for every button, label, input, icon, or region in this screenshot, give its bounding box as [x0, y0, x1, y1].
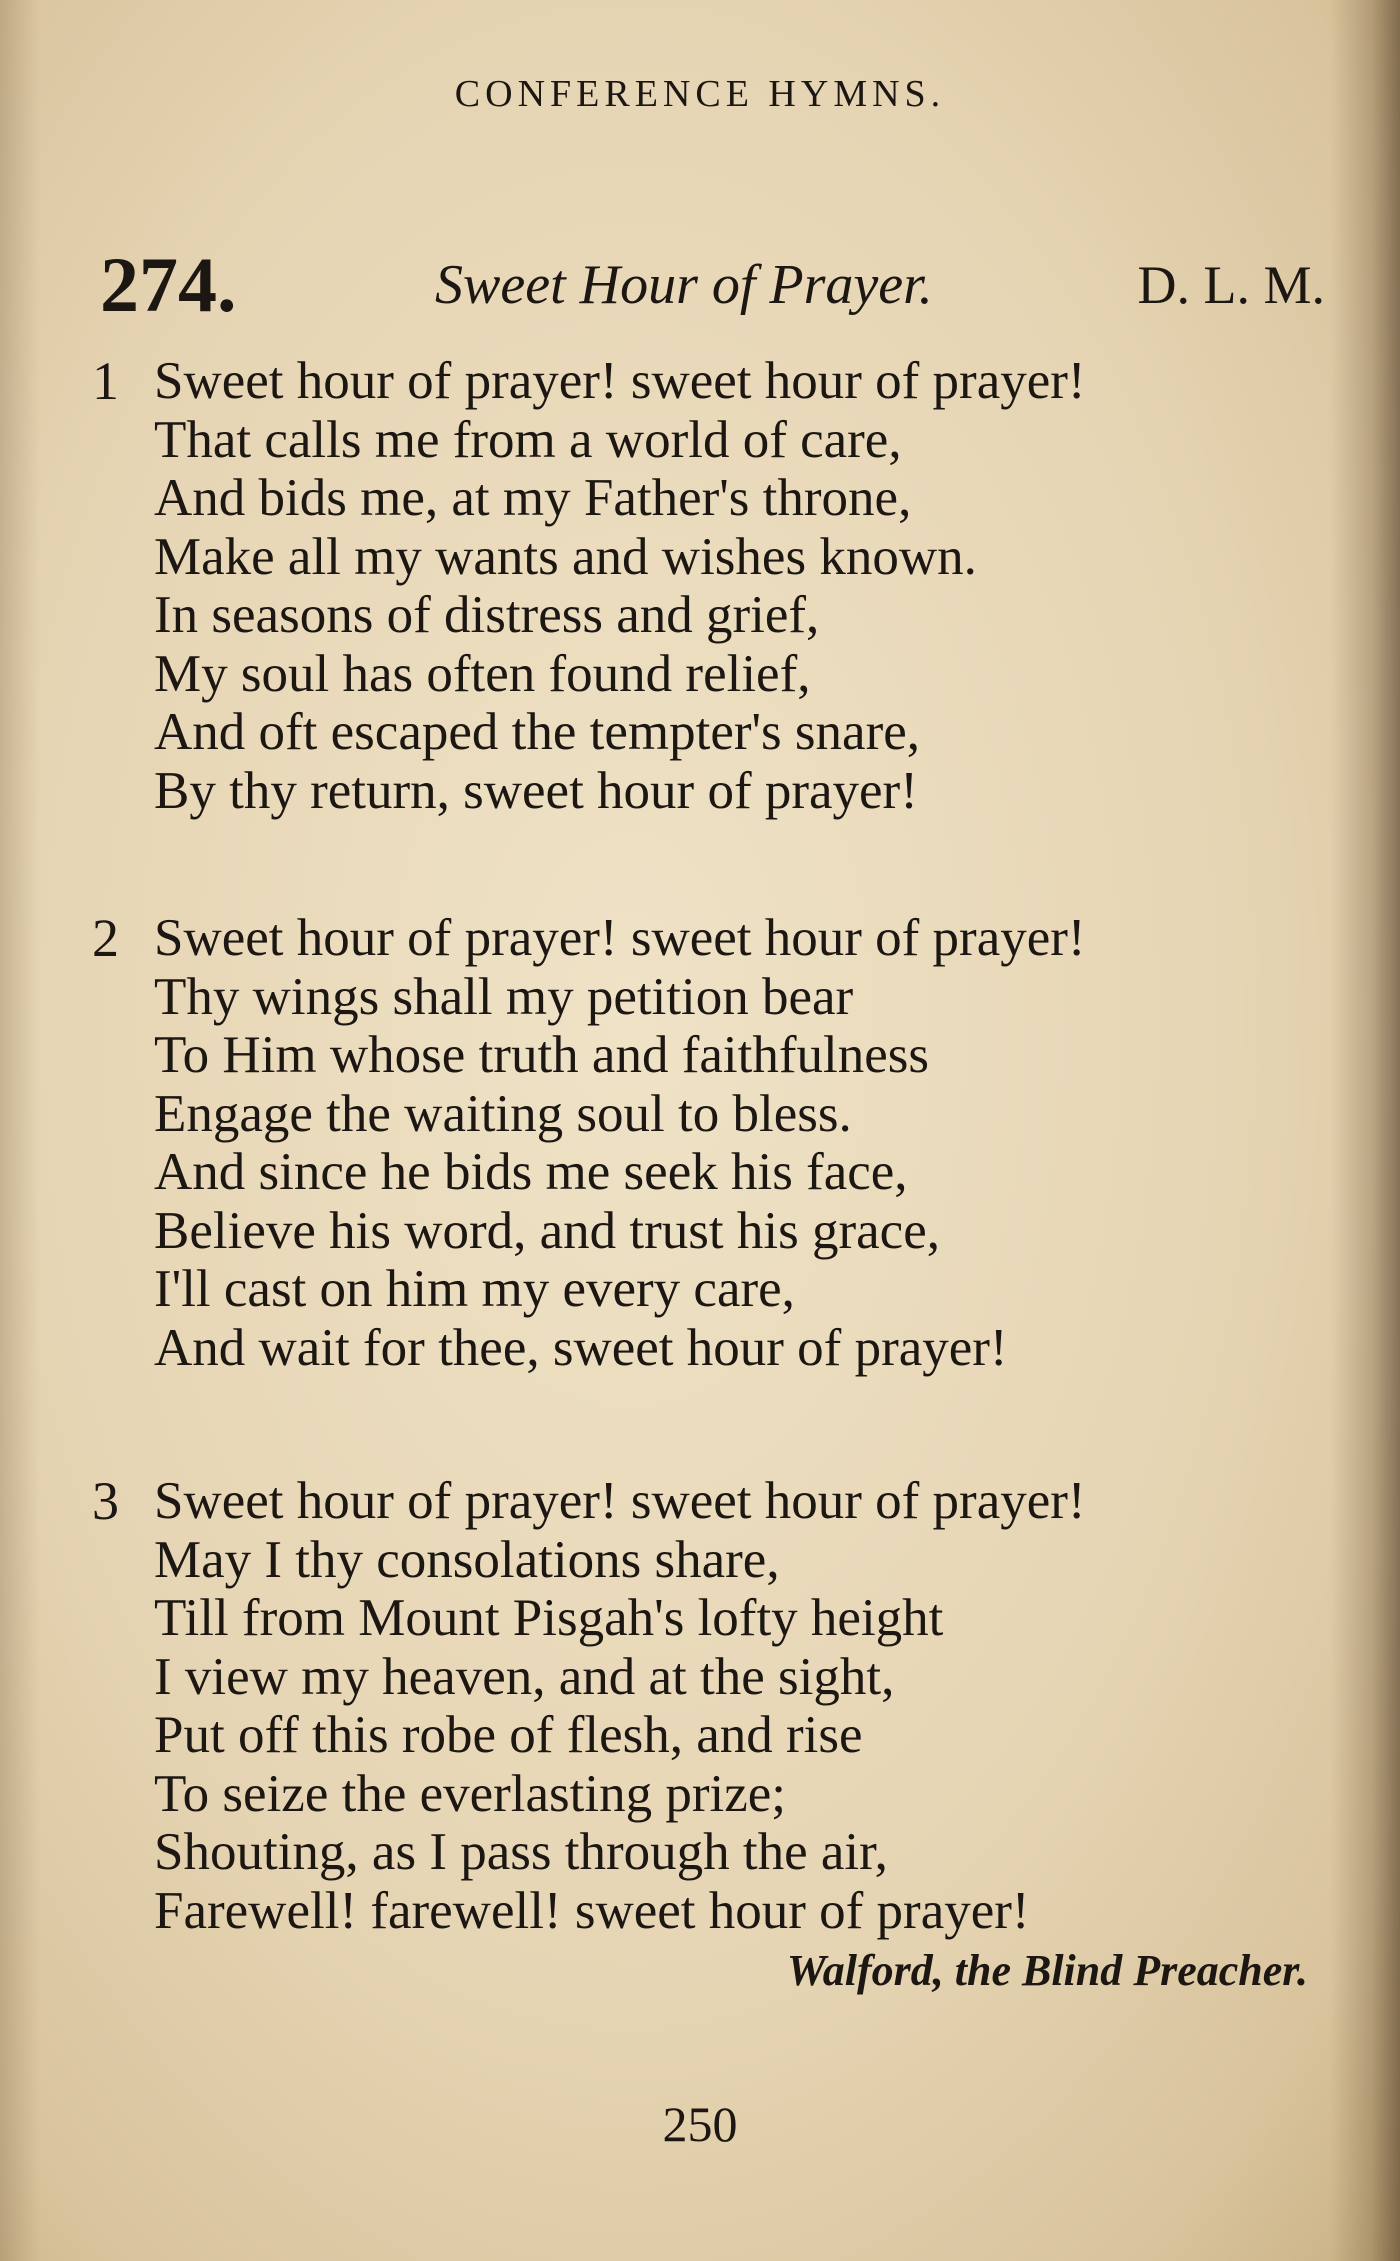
running-head: CONFERENCE HYMNS.	[454, 73, 946, 115]
verse-line: Sweet hour of prayer! sweet hour of prayer!	[154, 352, 1086, 410]
verse-line: Engage the waiting soul to bless.	[154, 1084, 852, 1143]
verse-line: To seize the everlasting prize;	[154, 1764, 787, 1823]
verse-line: I'll cast on him my every care,	[154, 1260, 795, 1318]
verse-line: Sweet hour of prayer! sweet hour of prayer!	[154, 1472, 1086, 1530]
stanza-number: 1	[92, 351, 119, 411]
verse-line: And since he bids me seek his face,	[154, 1143, 908, 1201]
verse-line: Sweet hour of prayer! sweet hour of prayer!	[154, 909, 1086, 967]
stanza-number: 3	[92, 1471, 119, 1531]
stanza-lines	[154, 1472, 1086, 1940]
stanza-lines	[154, 909, 1086, 1377]
page-number: 250	[662, 2096, 738, 2152]
verse-line: I view my heaven, and at the sight,	[154, 1647, 895, 1706]
verse-line: Put off this robe of flesh, and rise	[154, 1706, 863, 1764]
verse-line: May I thy consolations share,	[154, 1530, 780, 1589]
verse-line: And oft escaped the tempter's snare,	[154, 703, 920, 761]
verse-line: My soul has often found relief,	[154, 644, 811, 703]
verse-line: And bids me, at my Father's throne,	[154, 469, 912, 527]
hymn-number: 274.	[100, 241, 237, 328]
verse-line: Thy wings shall my petition bear	[154, 967, 854, 1026]
verse-line: Shouting, as I pass through the air,	[154, 1823, 888, 1881]
verse-line: Make all my wants and wishes known.	[154, 527, 977, 586]
verse-line: Till from Mount Pisgah's lofty height	[154, 1589, 944, 1647]
hymn-title: Sweet Hour of Prayer.	[435, 254, 933, 316]
verse-line: By thy return, sweet hour of prayer!	[154, 761, 918, 820]
hymn-meter: D. L. M.	[1137, 255, 1325, 315]
verse-line: And wait for thee, sweet hour of prayer!	[154, 1318, 1008, 1377]
stanza-lines	[154, 352, 1086, 820]
verse-line: Farewell! farewell! sweet hour of prayer!	[154, 1881, 1030, 1940]
verse-line: That calls me from a world of care,	[154, 410, 902, 469]
verse-line: Believe his word, and trust his grace,	[154, 1201, 940, 1260]
hymn-header	[100, 240, 1325, 330]
author-attribution: Walford, the Blind Preacher.	[786, 1946, 1308, 1995]
verse-line: To Him whose truth and faithfulness	[154, 1026, 929, 1084]
stanza-number: 2	[92, 908, 119, 968]
verse-line: In seasons of distress and grief,	[154, 586, 820, 644]
